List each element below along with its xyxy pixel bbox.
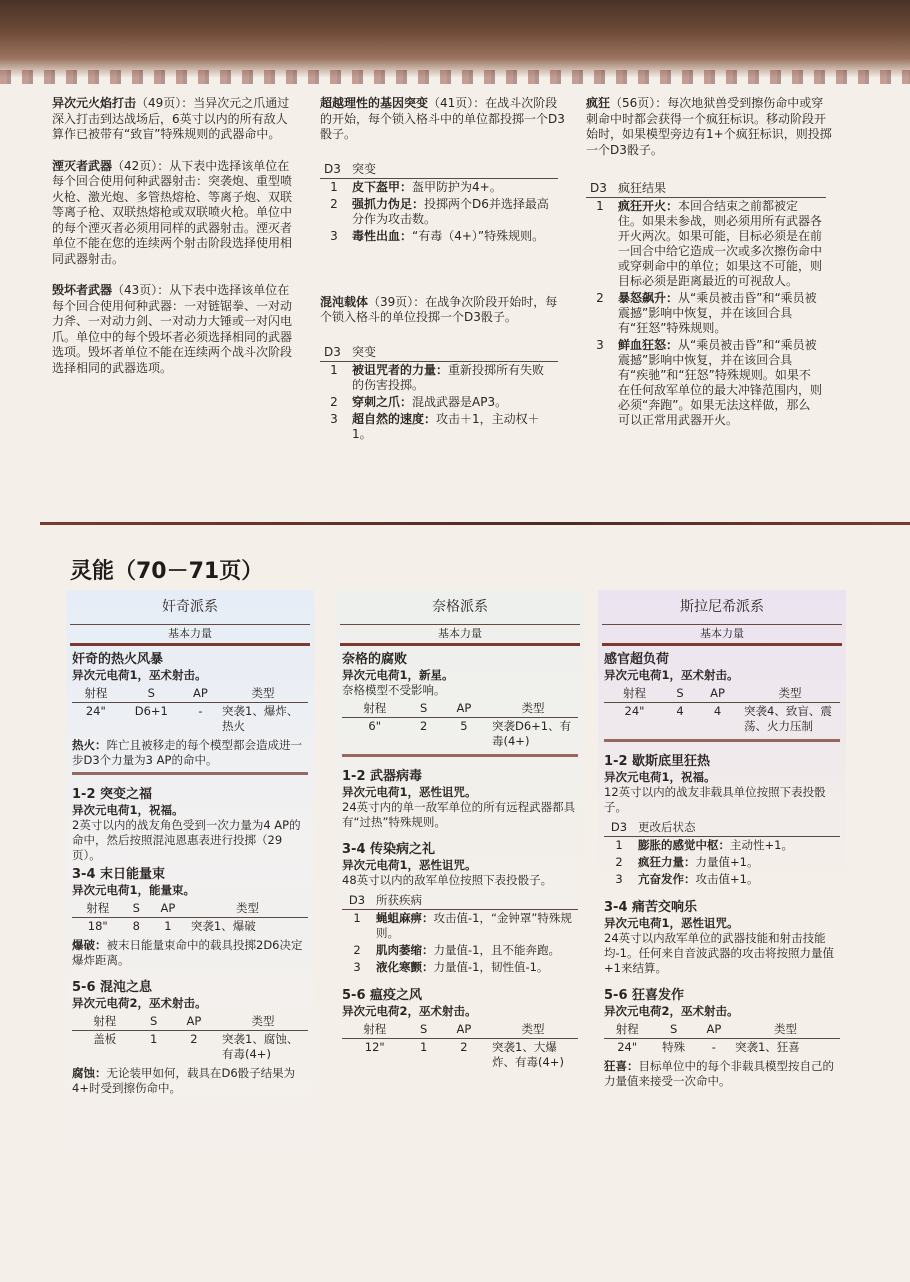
table-row: 2 肌肉萎缩：力量值-1，且不能奔跑。 <box>353 943 560 957</box>
mutation-table-2: D3 突变 1 被诅咒者的力量：重新投掷所有失败的伤害投掷。 2 穿刺之爪：混战武器是AP3。 3 超自然的速度：攻击＋1，主动权＋1。 <box>320 344 558 443</box>
madness-table: D3 疯狂结果 1 疯狂开火：本回合结束之前都被定住。如果未参战，则必须用所有武器各开火两次。如果可能，目标必须是在前一回合中给它造成一次或多次擦伤命中或穿刺命中的单位；如果这不可能，则目标必须是距离最近的可视敌人。 2 暴怒飙升：从“乘员被击昏”和“乘员被震撼”影响中恢复，并在该回合具有“狂怒”特殊规则。 3 鲜血狂怒：从“乘员被击昏”和“乘员被震撼”影响中恢复，并在该回合具有“疾驰”和“狂怒”特殊规则。如果不在任何敌军单位的最大冲锋范围内，则必须“奔跑”。如果无法这样做，那么可以正常用武器开火。 <box>586 180 826 429</box>
table-row: 12" 1 2 突袭1、大爆炸、有毒(4+) <box>364 1040 564 1069</box>
table-row: 18" 8 1 突袭1、爆破 <box>87 919 256 933</box>
rule-chaos-vessel: 混沌载体（39页）：在战争次阶段开始时，每个锁入格斗的单位投掷一个D3骰子。 <box>320 294 558 324</box>
table-row: 3 鲜血狂怒：从“乘员被击昏”和“乘员被震撼”影响中恢复，并在该回合具有“疾驰”和“狂怒”特殊规则。如果不在任何敌军单位的最大冲锋范围内，则必须“奔跑”。如果无法这样做，那么可以正常用武器开火。 <box>596 338 823 427</box>
table-row: 24" 特殊 - 突袭1、狂喜 <box>617 1040 800 1054</box>
power-nurgles-rot: 奈格的腐败 异次元电荷1，新星。 奈格模型不受影响。 射程 S AP 类型 6" 2 5 突袭D6+1、有毒(4+) <box>336 652 584 757</box>
power-doombolt: 3-4 末日能量束 异次元电荷1，能量束。 射程 S AP 类型 18" 8 1 突袭1、爆破 爆破：被末日能量束命中的载具投掷2D6决定爆炸距离。 <box>66 867 314 968</box>
power-profile-table: 射程 S AP 类型 18" 8 1 突袭1、爆破 <box>72 900 308 935</box>
section-divider <box>40 522 910 525</box>
power-sensory-overload: 感官超负荷 异次元电荷1，巫术射击。 射程 S AP 类型 24" 4 4 突袭4、致盲、震荡、火力压制 <box>598 652 846 742</box>
table-row: 24" D6+1 - 突袭1、爆炸、热火 <box>85 704 299 733</box>
table-row: 24" 4 4 突袭4、致盲、震荡、火力压制 <box>624 704 832 733</box>
power-profile-table: 射程 S AP 类型 盖板 1 2 突袭1、腐蚀、有毒(4+) <box>72 1013 308 1063</box>
rule-warp-flame-strike: 异次元火焰打击（49页）：当异次元之爪通过深入打击到达战场后，6英寸以内的所有敌人算作已被带有“致盲”特殊规则的武器命中。 <box>52 96 290 141</box>
table-row: 6" 2 5 突袭D6+1、有毒(4+) <box>368 719 572 748</box>
table-row: 1 被诅咒者的力量：重新投掷所有失败的伤害投掷。 <box>330 362 545 392</box>
table-row: 3 液化寒颤：力量值-1，韧性值-1。 <box>353 960 549 974</box>
power-profile-table: 射程 S AP 类型 12" 1 2 突袭1、大爆炸、有毒(4+) <box>342 1021 578 1071</box>
power-ecstatic-seizures: 5-6 狂喜发作 异次元电荷2，巫术射击。 射程 S AP 类型 24" 特殊 - 突袭1、狂喜 狂喜：目标单位中的每个非载具模型按自己的力量值来接受一次命中。 <box>598 988 846 1089</box>
table-row: 2 暴怒飙升：从“乘员被击昏”和“乘员被震撼”影响中恢复，并在该回合具有“狂怒”特殊规则。 <box>596 291 817 335</box>
table-row: 1 膨胀的感觉中枢：主动性+1。 <box>615 838 793 852</box>
table-row: 2 穿刺之爪：混战武器是AP3。 <box>330 394 508 409</box>
power-profile-table: 射程 S AP 类型 24" 特殊 - 突袭1、狂喜 <box>604 1021 840 1056</box>
decorative-banner <box>0 0 910 78</box>
table-row: 1 皮下盔甲：盔甲防护为4+。 <box>330 179 502 194</box>
rules-column-3 <box>586 96 832 429</box>
table-row: 1 蝇蛆麻痹：攻击值-1，“金钟罩”特殊规则。 <box>353 911 572 940</box>
state-table: D3 更改后状态 1 膨胀的感觉中枢：主动性+1。 2 疯狂力量：力量值+1。 3 亢奋发作：攻击值+1。 <box>604 819 840 888</box>
table-row: 3 亢奋发作：攻击值+1。 <box>615 872 759 886</box>
power-weapon-virus: 1-2 武器病毒 异次元电荷1，恶性诅咒。 24英寸内的单一敌军单位的所有远程武器都具有“过热”特殊规则。 <box>342 769 576 829</box>
rule-madness: 疯狂（56页）：每次地狱兽受到擦伤命中或穿刺命中时都会获得一个疯狂标识。移动阶段开始时，如果模型旁边有1+个疯狂标识，则投掷一个D3骰子。 <box>586 96 832 157</box>
rule-mutation-beyond-reason: 超越理性的基因突变（41页）：在战斗次阶段的开始，每个锁入格斗中的单位都投掷一个D3骰子。 <box>320 96 565 141</box>
discipline-title: 奸奇派系 <box>162 599 218 615</box>
rules-column-2 <box>320 96 568 443</box>
rule-mutilator-weapons: 毁坏者武器（43页）：从下表中选择该单位在每个回合使用何种武器：一对链锯拳、一对动力斧、一对动力剑、一对动力大锤或一对闪电爪。单位中的每个毁坏者必须选择相同的武器选项。毁坏者单位不能在连续两个战斗次阶段选择相同的武器选项。 <box>52 283 293 375</box>
basic-power-label: 基本力量 <box>340 624 580 646</box>
psychic-discipline-tzeentch <box>66 590 314 1170</box>
basic-power-label: 基本力量 <box>70 624 310 646</box>
power-plague-wind: 5-6 瘟疫之风 异次元电荷2，巫术射击。 射程 S AP 类型 12" 1 2 突袭1、大爆炸、有毒(4+) <box>336 988 584 1071</box>
psychic-discipline-slaanesh <box>598 590 846 1170</box>
power-gift-of-contagion: 3-4 传染病之礼 异次元电荷1，恶性诅咒。 48英寸以内的敌军单位按照下表投骰子。 D3 所获疾病 1 蝇蛆麻痹：攻击值-1，“金钟罩”特殊规则。 2 肌肉萎缩：力量值-1，且不能奔跑。 3 液化寒颤：力量值-1，韧性值-1。 <box>336 842 584 976</box>
mutation-table-1: D3 突变 1 皮下盔甲：盔甲防护为4+。 2 强抓力伪足：投掷两个D6并选择最高分作为攻击数。 3 毒性出血：“有毒（4+）”特殊规则。 <box>320 161 558 245</box>
psychic-discipline-nurgle <box>336 590 584 1170</box>
power-profile-table: 射程 S AP 类型 24" D6+1 - 突袭1、爆炸、热火 <box>72 685 308 735</box>
table-row: 2 疯狂力量：力量值+1。 <box>615 855 759 869</box>
power-breath-of-chaos: 5-6 混沌之息 异次元电荷2，巫术射击。 射程 S AP 类型 盖板 1 2 突袭1、腐蚀、有毒(4+) 腐蚀：无论装甲如何，载具在D6骰子结果为4+时受到擦伤命中。 <box>66 980 314 1096</box>
section-heading: 灵能（70－71页） <box>70 559 264 584</box>
power-hysterical-frenzy: 1-2 歇斯底里狂热 异次元电荷1，祝福。 12英寸以内的战友非载具单位按照下表投骰子。 D3 更改后状态 1 膨胀的感觉中枢：主动性+1。 2 疯狂力量：力量值+1。 3 亢奋发作：攻击值+1。 <box>598 754 846 888</box>
power-boon-of-mutation: 1-2 突变之福 异次元电荷1，祝福。 2英寸以内的战友角色受到一次力量为4 AP的命中，然后按照混沌恩惠表进行投掷（29页）。 <box>72 787 301 862</box>
rule-obliterator-weapons: 湮灭者武器（42页）：从下表中选择该单位在每个回合使用何种武器射击：突袭炮、重型喷火枪、激光炮、多管热熔枪、等离子炮、双联等离子枪、双联热熔枪或双联喷火枪。单位中的每个湮灭者必须用同样的武器射击。湮灭者单位不能在您的连续两个射击阶段选择使用相同武器射击。 <box>52 158 293 266</box>
table-row: 1 疯狂开火：本回合结束之前都被定住。如果未参战，则必须用所有武器各开火两次。如果可能，目标必须是在前一回合中给它造成一次或多次擦伤命中或穿刺命中的单位；如果这不可能，则目标必须是距离最近的可视敌人。 <box>596 199 823 288</box>
basic-power-label: 基本力量 <box>602 624 842 646</box>
table-row: 盖板 1 2 突袭1、腐蚀、有毒(4+) <box>93 1032 299 1061</box>
table-row: 3 超自然的速度：攻击＋1，主动权＋1。 <box>330 411 540 441</box>
disease-table: D3 所获疾病 1 蝇蛆麻痹：攻击值-1，“金钟罩”特殊规则。 2 肌肉萎缩：力量值-1，且不能奔跑。 3 液化寒颤：力量值-1，韧性值-1。 <box>342 892 578 976</box>
power-profile-table: 射程 S AP 类型 24" 4 4 突袭4、致盲、震荡、火力压制 <box>604 685 840 735</box>
power-profile-table: 射程 S AP 类型 6" 2 5 突袭D6+1、有毒(4+) <box>342 700 578 750</box>
power-tzeentch-firestorm: 奸奇的热火风暴 异次元电荷1，巫术射击。 射程 S AP 类型 24" D6+1 - 突袭1、爆炸、热火 热火：阵亡且被移走的每个模型都会造成进一步D3个力量为3 AP的命中。 <box>66 652 314 775</box>
table-row: 2 强抓力伪足：投掷两个D6并选择最高分作为攻击数。 <box>330 196 549 226</box>
power-symphony-of-pain: 3-4 痛苦交响乐 异次元电荷1，恶性诅咒。 24英寸以内敌军单位的武器技能和射击技能均-1。任何来自音波武器的攻击将按照力量值+1来结算。 <box>604 900 834 975</box>
discipline-title: 奈格派系 <box>432 599 488 615</box>
rules-column-1 <box>52 96 298 392</box>
discipline-title: 斯拉尼希派系 <box>680 599 764 615</box>
table-row: 3 毒性出血：“有毒（4+）”特殊规则。 <box>330 228 545 243</box>
